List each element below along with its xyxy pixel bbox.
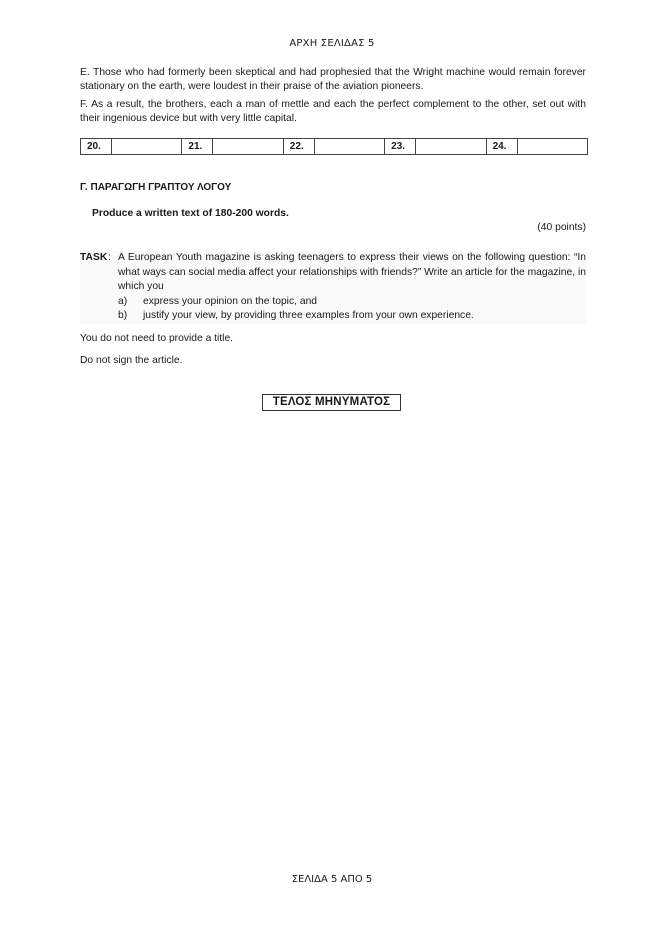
question-number-24: 24.	[486, 139, 517, 155]
end-of-message-box: ΤΕΛΟΣ ΜΗΝΥΜΑΤΟΣ	[262, 394, 401, 411]
list-item-text: justify your view, by providing three examples from your own experience.	[143, 310, 474, 321]
answer-table	[80, 138, 588, 155]
page-footer: ΣΕΛΙΔΑ 5 ΑΠΟ 5	[291, 874, 373, 885]
answer-row	[81, 139, 588, 155]
question-number-22: 22.	[283, 139, 314, 155]
points-label: (40 points)	[537, 222, 586, 233]
list-item-text: express your opinion on the topic, and	[143, 295, 318, 307]
task-label: TASK	[80, 252, 108, 263]
section-title: Γ. ΠΑΡΑΓΩΓΗ ΓΡΑΠΤΟΥ ΛΟΓΟΥ	[80, 182, 232, 193]
task-block	[80, 251, 586, 324]
question-number-23: 23.	[385, 139, 416, 155]
answer-cell-22[interactable]	[314, 139, 384, 155]
question-number-21: 21.	[182, 139, 213, 155]
list-marker-b: b)	[118, 310, 128, 321]
task-body	[118, 251, 586, 324]
answer-cell-24[interactable]	[517, 139, 587, 155]
list-item	[118, 295, 586, 310]
title-note: You do not need to provide a title.	[80, 333, 234, 344]
task-list	[118, 295, 586, 324]
list-item	[118, 309, 586, 324]
answer-cell-21[interactable]	[213, 139, 283, 155]
task-colon: :	[108, 252, 111, 263]
answer-cell-20[interactable]	[112, 139, 182, 155]
option-f-text: F. As a result, the brothers, each a man of mettle and each the perfect complement to the other, set out with their ingenious device but with very little capital.	[80, 99, 586, 124]
sign-note: Do not sign the article.	[80, 355, 183, 366]
question-number-20: 20.	[81, 139, 112, 155]
list-marker-a: a)	[118, 295, 128, 307]
writing-instruction: Produce a written text of 180-200 words.	[92, 208, 289, 219]
task-text: A European Youth magazine is asking teenagers to express their views on the following question: “In what ways can social media affect your relationships with friends?” Write an article for the magazine, in which you	[118, 252, 586, 292]
answer-cell-23[interactable]	[416, 139, 486, 155]
option-e-text: E. Those who had formerly been skeptical and had prophesied that the Wright machine would remain forever stationary on the earth, were loudest in their praise of the aviation pioneers.	[80, 67, 586, 92]
page-header: ΑΡΧΗ ΣΕΛΙΔΑΣ 5	[289, 38, 375, 49]
